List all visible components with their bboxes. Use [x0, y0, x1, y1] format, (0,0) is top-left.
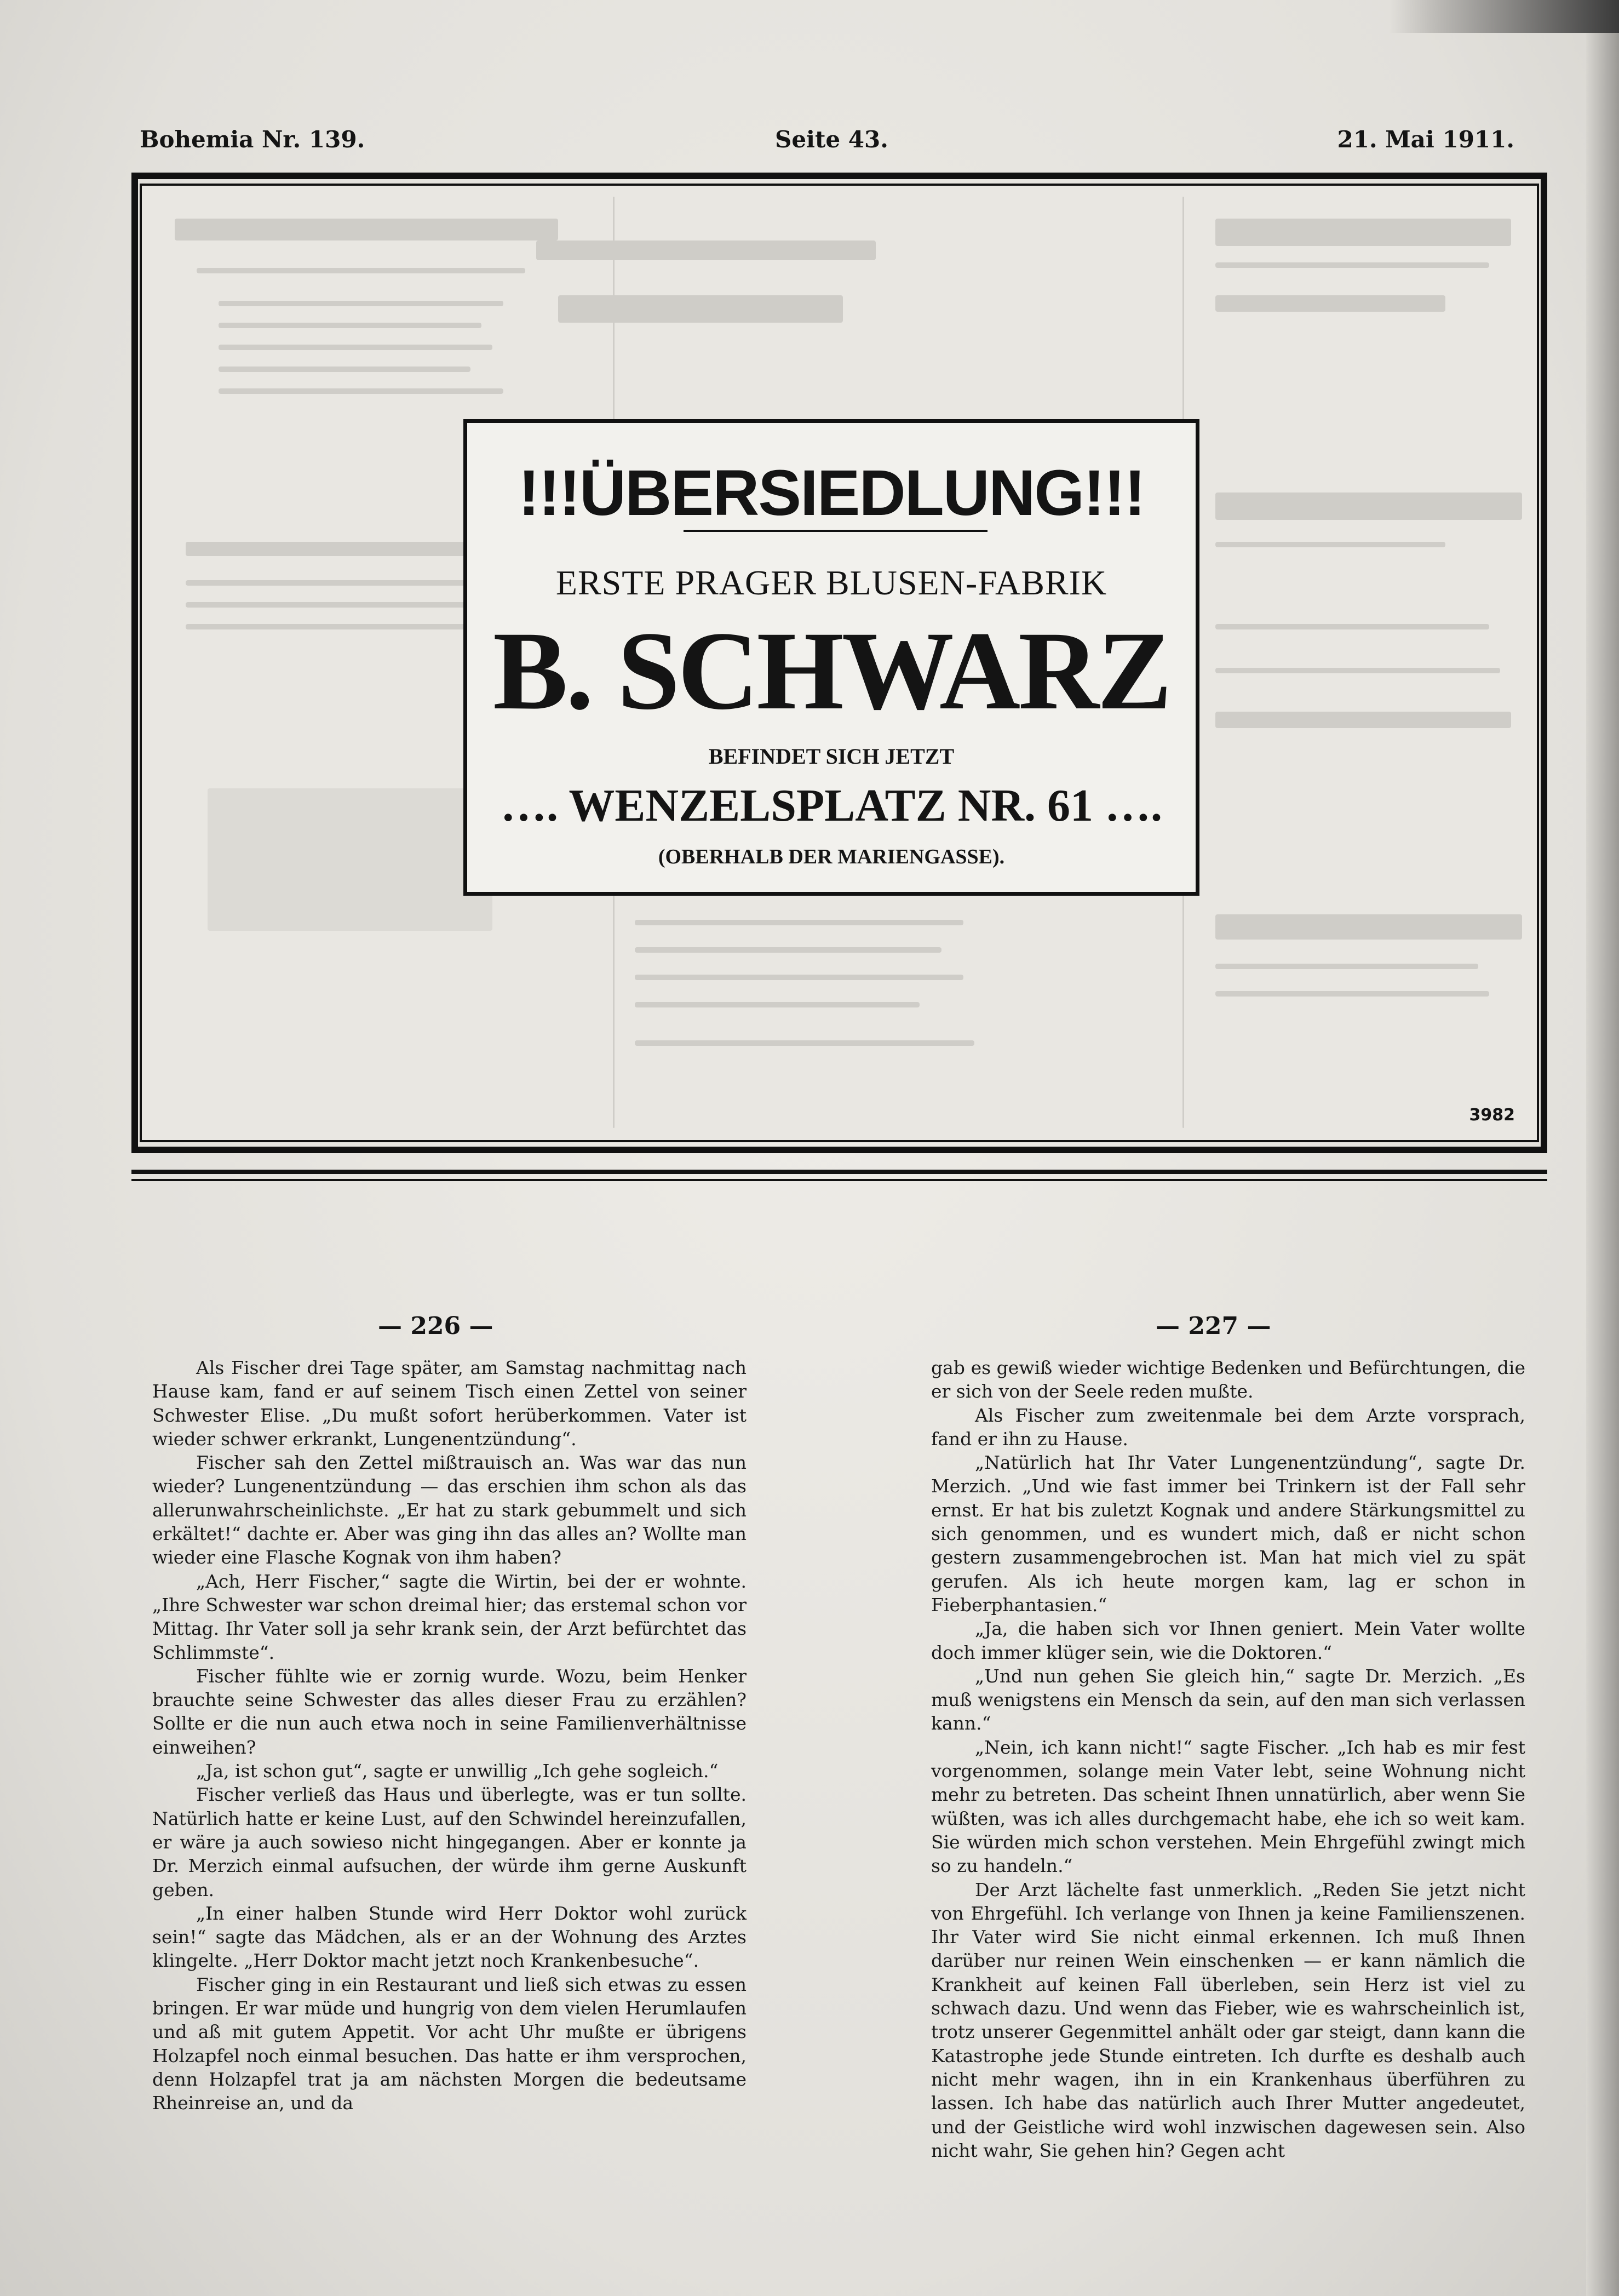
- bleed-through-line: [1215, 262, 1489, 268]
- bleed-through-line: [1215, 712, 1511, 728]
- paragraph: „Nein, ich kann nicht!“ sagte Fischer. „Ich hab es mir fest vorgenommen, solange mein Vater lebt, seine Wohnung nicht mehr zu betreten. Das scheint Ihnen unnatürlich, aber wenn Sie wüßten, was ich alles durchgemacht habe, ehe ich so weit kam. Sie würden mich schon verstehen. Mein Ehrgefühl zwingt mich so zu handeln.“: [931, 1736, 1525, 1877]
- paragraph: „Ja, die haben sich vor Ihnen geniert. Mein Vater wollte doch immer klüger sein, wie die Doktoren.“: [931, 1618, 1525, 1663]
- left-page-number: — 226 —: [378, 1312, 493, 1340]
- bleed-through-line: [219, 345, 492, 350]
- paragraph: Fischer ging in ein Restaurant und ließ sich etwas zu essen bringen. Er war müde und hungrig von dem vielen Herumlaufen und aß mit gutem Appetit. Vor acht Uhr mußte er übrigens Holzapfel noch einmal besuchen. Das hatte er ihm versprochen, denn Holzapfel trat ja am nächsten Morgen die bedeutsame Rheinreise an, und da: [152, 1973, 747, 2114]
- bleed-through-line: [536, 241, 876, 260]
- bleed-through-line: [219, 301, 503, 306]
- paragraph: Der Arzt lächelte fast unmerklich. „Reden Sie jetzt nicht von Ehrgefühl. Ich verlange von Ihnen ja keine Familienszenen. Ihr Vater wird Sie nicht einmal erkennen. Ich muß Ihnen darüber nur reinen Wein einschenken — er kann nämlich die Krankheit auf keinen Fall überleben, sein Herz ist viel zu schwach dazu. Und wenn das Fieber, wie es wahrscheinlich ist, trotz unserer Gegenmittel anhält oder gar steigt, dann kann die Katastrophe jede Stunde eintreten. Ich durfte es deshalb auch nicht mehr wagen, ihn in ein Krankenhaus überführen zu lassen. Ich habe das natürlich auch Ihrer Mutter angedeutet, und der Geistliche wird wohl inzwischen dagewesen sein. Also nicht wahr, Sie gehen hin? Gegen acht: [931, 1879, 1525, 2161]
- bleed-through-illustration: [208, 788, 492, 931]
- bleed-through-line: [1215, 493, 1522, 520]
- bleed-through-line: [186, 602, 492, 608]
- bleed-through-line: [635, 920, 963, 925]
- bleed-through-line: [219, 367, 470, 372]
- bleed-through-line: [1215, 914, 1522, 940]
- bleed-through-line: [1215, 624, 1489, 629]
- bleed-through-line: [1215, 991, 1489, 997]
- bleed-through-line: [1215, 295, 1445, 312]
- bleed-through-line: [186, 624, 492, 629]
- section-rule: [131, 1170, 1547, 1174]
- bleed-through-block: [175, 219, 558, 241]
- bleed-through-line: [1215, 668, 1500, 673]
- bleed-through-line: [1215, 964, 1478, 969]
- paragraph: „Ach, Herr Fischer,“ sagte die Wirtin, bei der er wohnte. „Ihre Schwester war schon dreimal hier; das erstemal schon vor Mittag. Ihr Vater soll ja sehr krank sein, der Arzt befürchtet das Schlimmste“.: [152, 1570, 747, 1663]
- right-text-column: [931, 1356, 1525, 2162]
- paragraph: Fischer sah den Zettel mißtrauisch an. Was war das nun wieder? Lungenentzündung — das erschien ihm schon als das allerunwahrscheinlichste. „Er hat zu stark gebummelt und sich erkältet!“ dachte er. Aber was ging ihn das alles an? Wollte man wieder eine Flasche Kognak von ihm haben?: [152, 1452, 747, 1568]
- bleed-through-line: [635, 975, 963, 980]
- ad-code-number: 3982: [1469, 1106, 1515, 1125]
- paragraph: Als Fischer drei Tage später, am Samstag nachmittag nach Hause kam, fand er auf seinem Tisch einen Zettel von seiner Schwester Elise. „Du mußt sofort herüberkommen. Vater ist wieder schwer erkrankt, Lungenentzündung“.: [152, 1357, 747, 1450]
- page-header: [140, 126, 1514, 159]
- bleed-through-line: [1215, 219, 1511, 246]
- ad-subtitle: ERSTE PRAGER BLUSEN-FABRIK: [555, 563, 1107, 602]
- paragraph: „Und nun gehen Sie gleich hin,“ sagte Dr. Merzich. „Es muß wenigstens ein Mensch da sein, auf den man sich verlassen kann.“: [931, 1665, 1525, 1734]
- ad-address-note: (OBERHALB DER MARIENGASSE).: [658, 845, 1005, 868]
- ad-title: !!!ÜBERSIEDLUNG!!!: [518, 457, 1145, 529]
- bleed-through-line: [197, 268, 525, 273]
- header-page: Seite 43.: [775, 126, 888, 153]
- ad-located-now: BEFINDET SICH JETZT: [708, 744, 955, 769]
- paragraph: „Ja, ist schon gut“, sagte er unwillig „Ich gehe sogleich.“: [196, 1760, 719, 1782]
- bleed-through-line: [219, 323, 481, 328]
- right-page-number: — 227 —: [1156, 1312, 1271, 1340]
- section-rule: [131, 1179, 1547, 1181]
- advertisement-box: [463, 419, 1199, 896]
- ad-company-name: B. SCHWARZ: [493, 609, 1170, 733]
- left-text-column: [152, 1356, 747, 2115]
- paragraph: Als Fischer zum zweitenmale bei dem Arzte vorsprach, fand er ihn zu Hause.: [931, 1404, 1525, 1450]
- bleed-through-line: [635, 947, 941, 953]
- paragraph: Fischer fühlte wie er zornig wurde. Wozu, beim Henker brauchte seine Schwester das alles dieser Frau zu erzählen? Sollte er die nun auch etwa noch in seine Familienverhältnisse einweihen?: [152, 1665, 747, 1758]
- bleed-through-line: [186, 542, 503, 556]
- bleed-through-line: [186, 580, 492, 586]
- paragraph: Fischer verließ das Haus und überlegte, was er tun sollte. Natürlich hatte er keine Lust, auf den Schwindel hereinzufallen, er wäre ja auch sowieso nicht hingegangen. Aber er konnte ja Dr. Merzich einmal aufsuchen, der würde ihm gerne Auskunft geben.: [152, 1784, 747, 1900]
- header-issue: Bohemia Nr. 139.: [140, 126, 365, 153]
- scan-corner-shadow: [1389, 0, 1619, 33]
- paragraph: gab es gewiß wieder wichtige Bedenken und Befürchtungen, die er sich von der Seele reden mußte.: [931, 1357, 1525, 1402]
- paragraph: „Natürlich hat Ihr Vater Lungenentzündung“, sagte Dr. Merzich. „Und wie fast immer bei Trinkern ist der Fall sehr ernst. Er hat bis zuletzt Kognak und andere Stärkungsmittel zu sich genommen, und es wundert mich, daß er nicht schon gestern zusammengebrochen ist. Man hat mich viel zu spät gerufen. Als ich heute morgen kam, lag er schon in Fieberphantasien.“: [931, 1452, 1525, 1616]
- bleed-through-line: [558, 295, 843, 323]
- ad-divider: [684, 530, 988, 532]
- bleed-through-line: [635, 1040, 974, 1046]
- page-edge-shadow: [1586, 0, 1619, 2296]
- bleed-through-line: [219, 388, 503, 394]
- paragraph: „In einer halben Stunde wird Herr Doktor wohl zurück sein!“ sagte das Mädchen, als er an der Wohnung des Arztes klingelte. „Herr Doktor macht jetzt noch Krankenbesuche“.: [152, 1902, 747, 1972]
- bleed-through-line: [635, 1002, 920, 1007]
- bleed-through-line: [1215, 542, 1445, 547]
- header-date: 21. Mai 1911.: [1337, 126, 1514, 153]
- ad-address: …. WENZELSPLATZ NR. 61 ….: [500, 780, 1163, 831]
